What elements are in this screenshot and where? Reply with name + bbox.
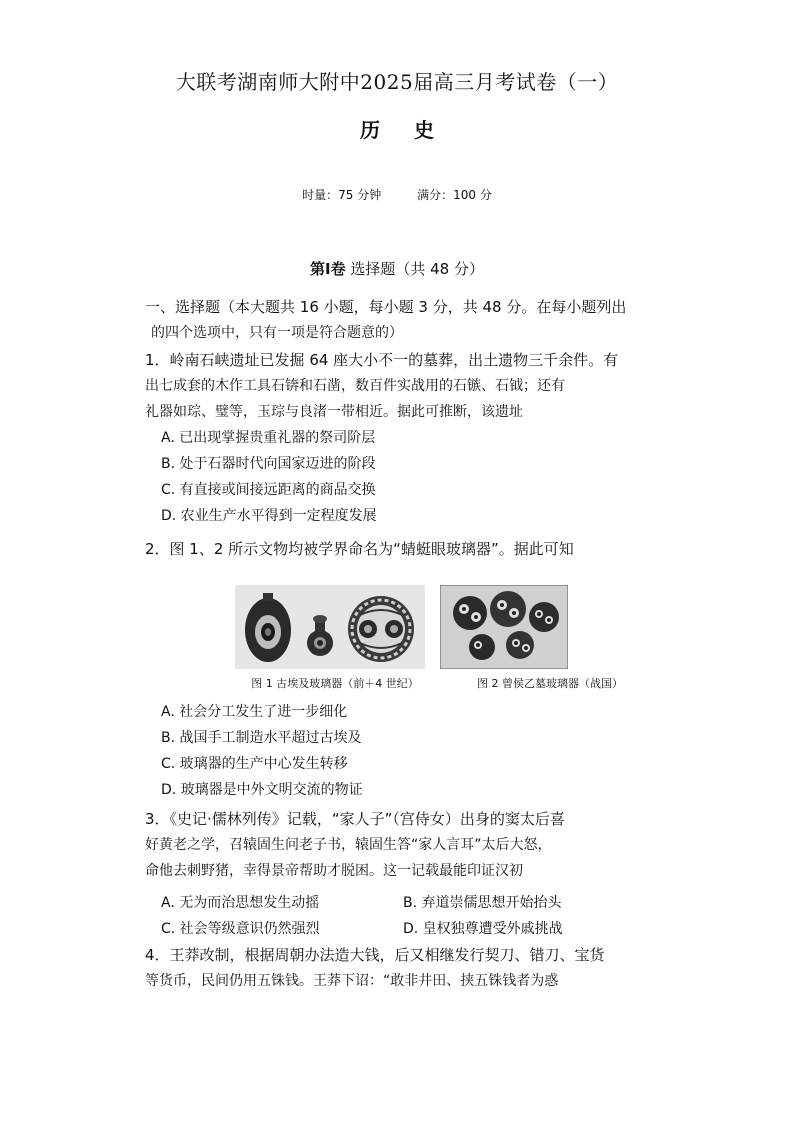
instructions-line: 的四个选项中，只有一项是符合题意的） [151,325,403,341]
question-4 [145,942,645,994]
options-row [145,890,645,916]
option-a: A. 社会分工发生了进一步细化 [161,704,348,720]
option-d: D. 玻璃器是中外文明交流的物证 [161,782,363,798]
option-d: D. 农业生产水平得到一定程度发展 [161,508,377,524]
question-stem-line: 出七成套的木作工具石锛和石凿，数百件实战用的石镞、石钺；还有 [145,378,565,394]
instructions-block [145,294,645,346]
question-stem-line: 命他去刺野猪，幸得景帝帮助才脱困。这一记载最能印证汉初 [145,863,523,879]
question-stem-line: 4．王莽改制，根据周朝办法造大钱，后又相继发行契刀、错刀、宝货 [145,946,605,964]
option-c: C. 社会等级意识仍然强烈 [161,921,320,937]
option-d: D. 皇权独尊遭受外戚挑战 [403,921,563,937]
section-heading [0,258,794,279]
question-stem-line: 2．图 1、2 所示文物均被学界命名为“蜻蜓眼玻璃器”。据此可知 [145,540,574,558]
question-stem-line: 等货币，民间仍用五铢钱。王莽下诏：“敢非井田、挟五铢钱者为惑 [145,973,559,989]
exam-meta [0,186,794,203]
option-c: C. 玻璃器的生产中心发生转移 [161,756,348,772]
subject-title: 历史 [360,118,468,142]
options-row [145,916,645,942]
egyptian-glass-figure [235,585,425,669]
question-2-stem [145,536,645,562]
question-1 [145,347,645,529]
question-stem-line: 礼器如琮、璧等，玉琮与良渚一带相近。据此可推断，该遗址 [145,404,523,420]
option-b: B. 弃道崇儒思想开始抬头 [403,895,562,911]
option-c: C. 有直接或间接远距离的商品交换 [161,482,376,498]
figure-1-caption: 图 1 古埃及玻璃器（前＋4 世纪） [251,677,419,690]
option-b: B. 战国手工制造水平超过古埃及 [161,730,362,746]
exam-title: 大联考湖南师大附中2025届高三月考试卷（一） [175,70,619,94]
instructions-line: 一、选择题（本大题共 16 小题，每小题 3 分，共 48 分。在每小题列出 [145,298,627,316]
question-2-options [145,699,645,803]
question-stem-line: 3．《史记·儒林列传》记载，“家人子”（宫侍女）出身的窦太后喜 [145,810,565,828]
section-name: 第Ⅰ卷 [310,260,346,278]
question-stem-line: 好黄老之学，召辕固生问老子书，辕固生答“家人言耳”太后大怒， [145,837,552,853]
glass-bead-3 [348,596,414,662]
option-a: A. 无为而治思想发生动摇 [161,895,320,911]
score-label: 满分：100 分 [417,188,492,202]
question-stem-line: 1．岭南石峡遗址已发掘 64 座大小不一的墓葬，出土遗物三千余件。有 [145,351,619,369]
zenghouyi-glass-figure [440,585,568,669]
option-a: A. 已出现掌握贵重礼器的祭司阶层 [161,430,376,446]
option-b: B. 处于石器时代向国家迈进的阶段 [161,456,376,472]
section-desc: 选择题（共 48 分） [350,260,484,278]
time-label: 时量：75 分钟 [302,188,382,202]
question-3 [145,806,645,942]
figure-area [235,585,640,695]
figure-2-caption: 图 2 曾侯乙墓玻璃器（战国） [477,677,623,690]
